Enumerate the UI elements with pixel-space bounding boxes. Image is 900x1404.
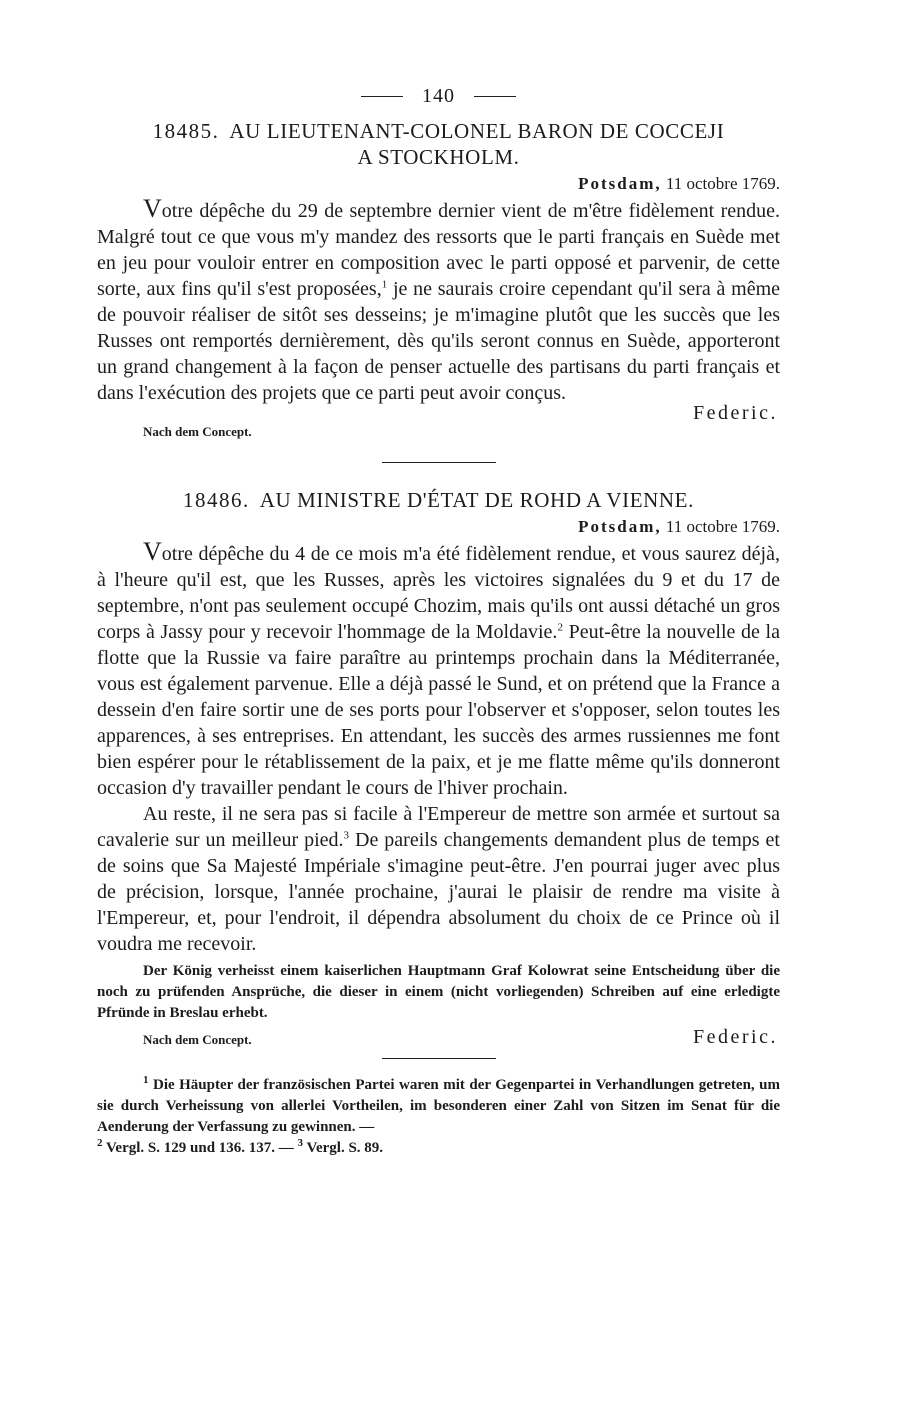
header-rule-left [361,96,403,97]
footnote-ref: 3 [343,829,350,842]
place: Potsdam, [578,174,662,193]
section-divider [382,462,496,463]
source-note: Nach dem Concept. [143,1032,252,1047]
dateline [97,172,780,196]
body-part: Au reste, il ne sera pas si facile à l'Empereur de mettre son armée et surtout sa cavalerie sur un meilleur pied. [97,803,780,851]
date: 11 octobre 1769. [665,517,780,536]
signature: Federic. [693,402,778,424]
footnote-divider [382,1058,496,1059]
letter-paragraph [97,801,780,957]
body-part: Votre dépêche du 29 de septembre dernier vient de m'être fidèlement rendue. Malgré tout ce que vous m'y mandez des ressorts que le parti français en Suède met en jeu pour vouloir entrer en composition avec le parti opposé et parvenir, de cette sorte, aux fins qu'il s'est proposées, [97,194,780,300]
letter-title [97,487,780,513]
footnote-text: Vergl. S. 89. [303,1140,384,1156]
signature-block [97,402,780,452]
letter-title-line1: AU LIEUTENANT-COLONEL BARON DE COCCEJI [229,119,725,143]
footnote-2-3 [97,1138,780,1159]
footnote-1 [97,1075,780,1138]
footnote-text: Vergl. S. 129 und 136. 137. — [102,1140,298,1156]
source-note: Nach dem Concept. [143,424,252,439]
date: 11 octobre 1769. [665,174,780,193]
page-number: 140 [422,84,455,107]
letter-number: 18486. [183,488,250,512]
letter-title-line1: AU MINISTRE D'ÉTAT DE ROHD A VIENNE. [259,488,694,512]
document-page [97,84,780,1159]
body-part: De pareils changements demandent plus de temps et de soins que Sa Majesté Impériale s'imagine peut-être. J'en pourrai juger avec plus de précision, lorsque, l'année prochaine, j'aurai le plaisir de rendre ma visite à l'Empereur, et, pour l'endroit, il dépendra absolument du choix de ce Prince où il voudra me recevoir. [97,829,780,955]
footnote-mark: 2 [97,1137,103,1149]
letter-18485 [97,118,780,452]
footnote-mark: 1 [143,1074,149,1086]
footnote-ref: 2 [557,621,563,634]
place: Potsdam, [578,517,662,536]
footnote-ref: 1 [381,278,388,291]
footnote-mark: 3 [297,1137,304,1149]
letter-paragraph [97,539,780,801]
editorial-note: Der König verheisst einem kaiserlichen Hauptmann Graf Kolowrat seine Entscheidung über die noch zu prüfenden Ansprüche, die dieser in einem (nicht vorliegenden) Schreiben auf eine erledigte Pfründe in Breslau erhebt. [97,963,780,1021]
footnote-text: Die Häupter der französischen Partei waren mit der Gegenpartei in Verhandlungen getreten, um sie durch Verheissung von allerlei Vortheilen, im besonderen einer Zahl von Sitzen im Senat für die Aenderung der Verfassung zu gewinnen. — [97,1077,780,1135]
body-part: Votre dépêche du 4 de ce mois m'a été fidèlement rendue, et vous saurez déjà, à l'heure qu'il est, que les Russes, après les victoires signalées du 9 et du 17 de septembre, n'ont pas seulement occupé Chozim, mais qu'ils ont aussi détaché un gros corps à Jassy pour y recevoir l'hommage de la Moldavie. [97,537,780,643]
header-rule-right [474,96,516,97]
body-part: Peut-être la nouvelle de la flotte que la Russie va faire paraître au printemps prochain dans la Méditerranée, vous est également parvenue. Elle a déjà passé le Sund, et on prétend que la France a dessein d'en faire sortir une de ses ports pour l'observer et s'opposer, selon toutes les apparences, à ses entreprises. En attendant, les succès des armes russiennes me font bien espérer pour le rétablissement de la paix, et je me flatte même qu'ils donneront occasion d'y travailler pendant le cours de l'hiver prochain. [97,621,780,799]
letter-number: 18485. [152,119,220,143]
letter-18486 [97,487,780,1058]
signature: Federic. [693,1026,778,1048]
signature-block [97,1024,780,1058]
page-header [97,84,780,118]
footnotes [97,1075,780,1159]
body-part: je ne saurais croire cependant qu'il sera à même de pouvoir réaliser de sitôt ses desseins; je m'imagine plutôt que les succès que les Russes ont remportés dernièrement, dès qu'ils seront connus en Suède, apporteront un grand changement à la façon de penser actuelle des partisans du parti français et dans l'exécution des projets que ce parti peut avoir conçus. [97,278,780,404]
dateline [97,515,780,539]
letter-title [97,118,780,170]
letter-title-line2: A STOCKHOLM. [357,145,520,169]
letter-body [97,196,780,406]
